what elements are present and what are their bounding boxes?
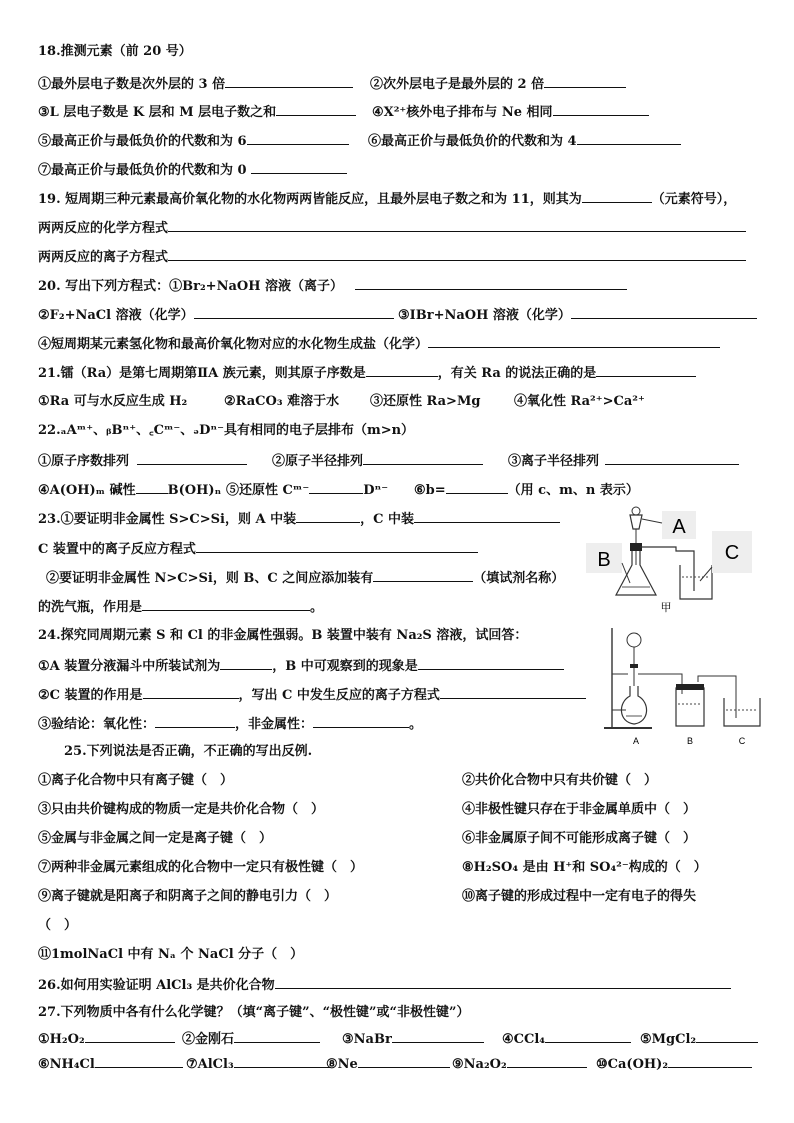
answer-blank[interactable] — [276, 103, 356, 116]
apparatus-figure-24 — [602, 624, 776, 750]
q19-chem-eq: 两两反应的化学方程式 — [38, 219, 746, 237]
q18-title: 18.推测元素（前 20 号） — [38, 44, 192, 59]
q25-item-3: ③只由共价键构成的物质一定是共价化合物（ ） — [38, 802, 325, 817]
answer-blank[interactable] — [428, 335, 720, 348]
answer-blank[interactable] — [296, 510, 360, 523]
answer-blank[interactable] — [577, 132, 681, 145]
q27-item-3: ③NaBr — [342, 1030, 484, 1048]
answer-blank[interactable] — [168, 219, 746, 232]
answer-blank[interactable] — [225, 75, 353, 88]
answer-blank[interactable] — [95, 1055, 183, 1068]
answer-blank[interactable] — [196, 540, 478, 553]
answer-blank[interactable] — [605, 452, 739, 465]
answer-blank[interactable] — [85, 1030, 175, 1043]
q25-item-11: ⑪1molNaCl 中有 Nₐ 个 NaCl 分子（ ） — [38, 947, 304, 962]
answer-blank[interactable] — [220, 657, 272, 670]
q24-item-1: ①A 装置分液漏斗中所装试剂为 ，B 中可观察到的现象是 — [38, 657, 564, 675]
answer-blank[interactable] — [143, 686, 239, 699]
q25-item-8: ⑧H₂SO₄ 是由 H⁺和 SO₄²⁻构成的（ ） — [462, 860, 707, 875]
answer-blank[interactable] — [142, 598, 310, 611]
answer-blank[interactable] — [446, 481, 508, 494]
answer-blank[interactable] — [668, 1055, 752, 1068]
q21-option-3: ③还原性 Ra>Mg — [370, 394, 481, 409]
q18-item-6: ⑥最高正价与最低负价的代数和为 4 — [368, 132, 681, 150]
answer-blank[interactable] — [247, 132, 349, 145]
q25-item-10-bracket: （ ） — [38, 918, 78, 933]
q24-item-2: ②C 装置的作用是 ，写出 C 中发生反应的离子方程式 — [38, 686, 586, 704]
answer-blank[interactable] — [544, 75, 626, 88]
answer-blank[interactable] — [545, 1030, 631, 1043]
answer-blank[interactable] — [194, 306, 394, 319]
answer-blank[interactable] — [136, 481, 168, 494]
q20-item-3: ③IBr+NaOH 溶液（化学） — [398, 306, 757, 324]
q22-item-2: ②原子半径排列 — [272, 452, 483, 470]
fig24-label-c: C — [738, 736, 746, 746]
q18-item-7: ⑦最高正价与最低负价的代数和为 0 — [38, 161, 347, 179]
answer-blank[interactable] — [137, 452, 247, 465]
q27-item-2: ②金刚石 — [182, 1030, 320, 1048]
q27-item-10: ⑩Ca(OH)₂ — [596, 1055, 752, 1073]
apparatus-figure-23 — [586, 503, 780, 615]
answer-blank[interactable] — [313, 715, 409, 728]
q27-item-7: ⑦AlCl₃ — [186, 1055, 330, 1073]
answer-blank[interactable] — [553, 103, 649, 116]
q20-item-2: ②F₂+NaCl 溶液（化学） — [38, 306, 394, 324]
answer-blank[interactable] — [275, 976, 731, 989]
fig23-label-c: C — [724, 542, 740, 564]
fig23-label-b: B — [597, 549, 611, 571]
q22-item-1: ①原子序数排列 — [38, 452, 247, 470]
answer-blank[interactable] — [168, 248, 746, 261]
q19-ion-eq: 两两反应的离子方程式 — [38, 248, 746, 266]
q18-item-3: ③L 层电子数是 K 层和 M 层电子数之和 — [38, 103, 356, 121]
q22-item-4: ④A(OH)ₘ 碱性 B(OH)ₙ — [38, 483, 222, 498]
q25-item-6: ⑥非金属原子间不可能形成离子键（ ） — [462, 831, 697, 846]
answer-blank[interactable] — [234, 1055, 330, 1068]
q18-item-1: ①最外层电子数是次外层的 3 倍 — [38, 75, 353, 93]
q21-option-4: ④氧化性 Ra²⁺>Ca²⁺ — [514, 394, 645, 409]
answer-blank[interactable] — [355, 277, 627, 290]
q25-item-7: ⑦两种非金属元素组成的化合物中一定只有极性键（ ） — [38, 860, 364, 875]
q24-stem: 24.探究同周期元素 S 和 Cl 的非金属性强弱。B 装置中装有 Na₂S 溶液，试回答： — [38, 628, 528, 643]
q23-purpose: 的洗气瓶，作用是 。 — [38, 600, 324, 615]
answer-blank[interactable] — [440, 686, 586, 699]
q25-item-1: ①离子化合物中只有离子键（ ） — [38, 773, 234, 788]
q24-item-3: ③验结论：氧化性： ，非金属性： 。 — [38, 717, 423, 732]
q26-stem: 26.如何用实验证明 AlCl₃ 是共价化合物 — [38, 976, 731, 994]
q19-stem: 19. 短周期三种元素最高价氧化物的水化物两两皆能反应，且最外层电子数之和为 11，则其为 （元素符号）， — [38, 192, 737, 207]
fig24-label-b: B — [686, 736, 694, 746]
fig23-label-a: A — [672, 516, 686, 538]
q22-item-5: ⑤还原性 Cᵐ⁻ Dⁿ⁻ — [226, 483, 389, 498]
q20-item-1: 20. 写出下列方程式：①Br₂+NaOH 溶液（离子） — [38, 277, 627, 295]
q22-item-6: ⑥b= （用 c、m、n 表示） — [414, 483, 639, 498]
q22-stem: 22.ₐAᵐ⁺、ᵦBⁿ⁺、꜀Cᵐ⁻、ₔDⁿ⁻具有相同的电子层排布（m>n） — [38, 423, 415, 438]
q25-item-2: ②共价化合物中只有共价键（ ） — [462, 773, 658, 788]
answer-blank[interactable] — [571, 306, 757, 319]
q22-item-3: ③离子半径排列 — [508, 452, 739, 470]
q25-item-5: ⑤金属与非金属之间一定是离子键（ ） — [38, 831, 273, 846]
q18-item-2: ②次外层电子是最外层的 2 倍 — [370, 75, 626, 93]
q27-item-8: ⑧Ne — [326, 1055, 450, 1073]
answer-blank[interactable] — [358, 1055, 450, 1068]
answer-blank[interactable] — [414, 510, 560, 523]
q27-item-6: ⑥NH₄Cl — [38, 1055, 183, 1073]
answer-blank[interactable] — [373, 569, 473, 582]
answer-blank[interactable] — [696, 1030, 758, 1043]
fig24-label-a: A — [632, 736, 640, 746]
q21-stem: 21.镭（Ra）是第七周期第ⅡA 族元素，则其原子序数是 ，有关 Ra 的说法正确的是 — [38, 364, 696, 382]
q23-ion-eq: C 装置中的离子反应方程式 — [38, 540, 478, 558]
q27-item-1: ①H₂O₂ — [38, 1030, 175, 1048]
answer-blank[interactable] — [582, 190, 652, 203]
answer-blank[interactable] — [366, 364, 438, 377]
answer-blank[interactable] — [155, 715, 235, 728]
q27-item-4: ④CCl₄ — [502, 1030, 631, 1048]
answer-blank[interactable] — [309, 481, 363, 494]
answer-blank[interactable] — [418, 657, 564, 670]
q21-option-1: ①Ra 可与水反应生成 H₂ — [38, 394, 188, 409]
q25-item-9: ⑨离子键就是阳离子和阴离子之间的静电引力（ ） — [38, 889, 338, 904]
q25-stem: 25.下列说法是否正确，不正确的写出反例. — [64, 744, 313, 759]
fig23-caption: 甲 — [660, 602, 672, 614]
q27-item-5: ⑤MgCl₂ — [640, 1030, 758, 1048]
q23-item-1: 23.①要证明非金属性 S>C>Si，则 A 中装 ，C 中装 — [38, 510, 560, 528]
answer-blank[interactable] — [392, 1030, 484, 1043]
q27-item-9: ⑨Na₂O₂ — [452, 1055, 587, 1073]
answer-blank[interactable] — [596, 364, 696, 377]
q23-item-2: ②要证明非金属性 N>C>Si，则 B、C 之间应添加装有 （填试剂名称） — [46, 571, 565, 586]
q27-stem: 27.下列物质中各有什么化学键？（填“离子键”、“极性键”或“非极性键”） — [38, 1005, 470, 1020]
answer-blank[interactable] — [507, 1055, 587, 1068]
q25-item-10: ⑩离子键的形成过程中一定有电子的得失 — [462, 889, 697, 904]
q25-item-4: ④非极性键只存在于非金属单质中（ ） — [462, 802, 697, 817]
answer-blank[interactable] — [363, 452, 483, 465]
answer-blank[interactable] — [251, 161, 347, 174]
q20-item-4: ④短周期某元素氢化物和最高价氧化物对应的水化物生成盐（化学） — [38, 335, 720, 353]
q18-item-4: ④X²⁺核外电子排布与 Ne 相同 — [372, 103, 649, 121]
q18-item-5: ⑤最高正价与最低负价的代数和为 6 — [38, 132, 349, 150]
answer-blank[interactable] — [234, 1030, 320, 1043]
q21-option-2: ②RaCO₃ 难溶于水 — [224, 394, 340, 409]
